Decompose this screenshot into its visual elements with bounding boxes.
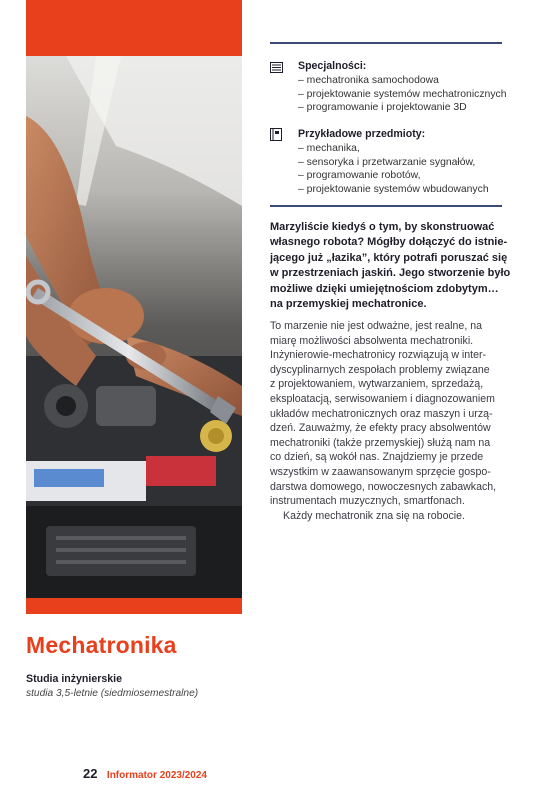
subject-item: – mechanika, [298,143,360,154]
specialty-item: – mechatronika samochodowa [298,75,439,86]
body-line: To marzenie nie jest odważne, jest realne, na [270,320,482,332]
specialties-heading: Specjalności: [298,60,367,72]
intro-line: na przemyskiej mechatronice. [270,298,427,311]
page-number: 22 [83,766,98,781]
accent-bar-top [26,0,242,56]
body-line: instrumentach muzycznych, smartfonach. [270,495,465,508]
subjects-section [270,127,510,196]
intro-line: własnego robota? Mógłby dołączyć do istnie- [270,236,508,249]
list-icon [270,60,284,72]
publication-name: Informator 2023/2024 [106,770,207,781]
subject-item: – programowanie robotów, [298,170,421,182]
intro-line: Marzyliście kiedyś o tym, by skonstruować [270,221,495,233]
intro-paragraph [270,220,511,312]
specialties-section [270,59,510,115]
body-line: eksploatacją, serwisowaniem i diagnozowaniem [270,392,495,405]
specialty-item: – programowanie i projektowanie 3D [298,102,467,114]
subjects-heading: Przykładowe przedmioty: [298,128,426,140]
body-line: mechatroniki (także przemyskiej) służą nam na [270,436,491,449]
top-rule [270,42,502,44]
mechanic-engine-photo [26,56,242,598]
body-line: z projektowaniem, wytwarzaniem, sprzedażą, [270,378,484,391]
specialty-item: – projektowanie systemów mechatronicznych [298,88,507,100]
intro-line: w przestrzeniach jaskiń. Jego stworzenie było [270,267,511,280]
subject-item: – projektowanie systemów wbudowanych [298,183,489,195]
intro-line: możliwe dzięki umiejętnościom zdobytym… [270,282,499,295]
body-line: układów mechatronicznych oraz maszyn i urzą- [270,407,493,420]
body-line: miarę możliwości absolwenta mechatroniki. [270,334,474,347]
program-title: Mechatronika [26,632,177,658]
program-degree: Studia inżynierskie [26,673,122,685]
body-paragraph [270,319,506,523]
middle-rule [270,205,502,207]
closing-line: Każdy mechatronik zna się na robocie. [283,509,465,522]
body-line: darstwa domowego, nowoczesnych zabawkach, [270,480,497,493]
accent-bar-bottom [26,598,242,614]
body-line: wszystkim w zaawansowanym sprzęcie gospo- [270,465,491,478]
subject-item: – sensoryka i przetwarzanie sygnałów, [298,156,476,168]
hero-photo-column [26,0,242,614]
program-duration: studia 3,5-letnie (siedmiosemestralne) [26,688,199,699]
page-footer [83,765,207,783]
book-icon [270,128,284,140]
body-line: Inżynierowie-mechatronicy rozwiązują w inter- [270,349,487,362]
body-line: dyscyplinarnych zespołach problemy związane [270,363,490,376]
intro-line: jącego już „łazika”, który potrafi poruszać się [270,251,508,264]
body-line: co dzień, są wokół nas. Znajdziemy je przede [270,451,484,464]
body-line: dzeń. Zauważmy, że efekty pracy absolwentów [270,422,491,435]
